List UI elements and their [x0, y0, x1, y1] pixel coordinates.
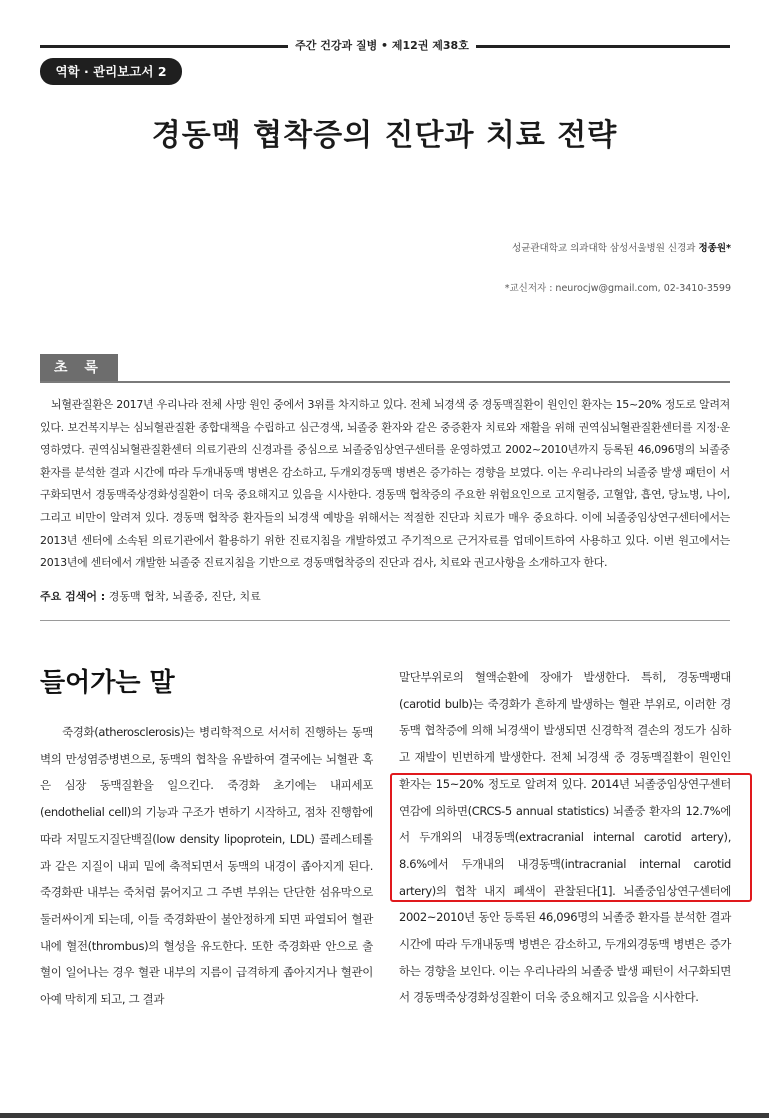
- body-left-column: 죽경화(atherosclerosis)는 병리학적으로 서서히 진행하는 동맥벽의 만성염증병변으로, 동맥의 협착을 유발하여 결국에는 뇌혈관 혹은 심장 동맥질환을 일으킨다. 죽경화 초기에는 내피세포(endothelial cell)의 기능과 구조가 변하기 시작하고, 점차 진행함에 따라 저밀도지질단백질(low density lipoprotein, LDL) 콜레스테롤과 같은 지질이 내피 밑에 축적되면서 동맥의 내경이 좁아지게 된다. 죽경화판 내부는 죽처럼 묽어지고 그 주변 부위는 단단한 섬유막으로 둘러싸이게 되는데, 이들 죽경화판이 불안정하게 되면 파열되어 혈관 내에 혈전(thrombus)의 혈성을 유도한다. 또한 죽경화판 안으로 출혈이 일어나는 경우 혈관 내부의 지름이 급격하게 좁아지거나 혈관이 아예 막히게 되고, 그 결과: [40, 725, 373, 1007]
- keywords-line: [40, 588, 261, 604]
- section-heading: 들어가는 말: [40, 668, 175, 698]
- abstract-divider: [40, 381, 730, 383]
- header-rule-left: [40, 45, 288, 48]
- footer-bar: [0, 1113, 769, 1118]
- journal-header: 주간 건강과 질병 • 제12권 제38호: [295, 39, 469, 52]
- section-badge: 역학 · 관리보고서 2: [40, 58, 182, 85]
- article-title: 경동맥 협착증의 진단과 치료 전략: [151, 118, 618, 153]
- body-right-column: 말단부위로의 혈액순환에 장애가 발생한다. 특히, 경동맥팽대(carotid bulb)는 죽경화가 흔하게 발생하는 혈관 부위로, 이러한 경동맥 협착증에 의해 뇌경색이 발생되면 신경학적 결손의 정도가 심하고 재발이 빈번하게 발생한다. 전체 뇌경색 중 경동맥질환이 원인인 환자는 15~20% 정도로 알려져 있다. 2014년 뇌졸중임상연구센터 연감에 의하면(CRCS-5 annual statistics) 뇌졸중 환자의 12.7%에서 두개외의 내경동맥(extracranial internal carotid artery), 8.6%에서 두개내의 내경동맥(intracranial internal carotid artery)의 협착 내지 폐색이 관찰된다[1]. 뇌졸중임상연구센터에 2002~2010년 동안 등록된 46,096명의 뇌졸중 환자를 분석한 결과 시간에 따라 두개내동맥 병변은 감소하고, 두개외경동맥 병변은 증가하는 경향을 보인다. 이는 우리나라의 뇌졸중 발생 패턴이 서구화되면서 경동맥죽상경화성질환이 더욱 중요해지고 있음을 시사한다.: [399, 670, 731, 1005]
- author-line: [512, 240, 731, 254]
- header-rule-right: [476, 45, 730, 48]
- keywords-label: 주요 검색어 :: [40, 590, 106, 603]
- abstract-label: 초 록: [40, 354, 118, 382]
- author-affiliation: 성균관대학교 의과대학 삼성서울병원 신경과: [512, 243, 696, 254]
- keywords-divider: [40, 620, 730, 621]
- author-name: 정종원*: [698, 243, 731, 254]
- corresponding-contact: *교신저자 : neurocjw@gmail.com, 02-3410-3599: [504, 283, 731, 294]
- keywords-value: 경동맥 협착, 뇌졸중, 진단, 치료: [108, 590, 261, 603]
- highlight-annotation-box: [390, 773, 752, 902]
- abstract-text: 뇌혈관질환은 2017년 우리나라 전체 사망 원인 중에서 3위를 차지하고 있다. 전체 뇌경색 중 경동맥질환이 원인인 환자는 15~20% 정도로 알려져 있다. 보건복지부는 심뇌혈관질환 종합대책을 수립하고 심근경색, 뇌졸중 환자와 같은 중증환자 치료와 재활을 위해 권역심뇌혈관질환센터를 지정·운영하였다. 권역심뇌혈관질환센터 의료기관의 신경과를 중심으로 뇌졸중임상연구센터를 운영하였고 2002~2010년까지 등록된 46,096명의 뇌졸중 환자를 분석한 결과 시간에 따라 두개내동맥 병변은 감소하고, 두개외경동맥 병변은 증가하는 경향을 보였다. 이는 우리나라의 뇌졸중 발생 패턴이 서구화되면서 경동맥죽상경화성질환이 더욱 중요해지고 있음을 시사한다. 경동맥 협착증의 주요한 위험요인으로 고지혈증, 고혈압, 흡연, 당뇨병, 나이, 그리고 비만이 알려져 있다. 경동맥 협착증 환자들의 뇌경색 예방을 위해서는 적절한 진단과 치료가 매우 중요하다. 이에 뇌졸중임상연구센터에서는 2013년 센터에 소속된 의료기관에서 활용하기 위한 진료지침을 개발하였고 주기적으로 근거자료를 업데이트하여 사용하고 있다. 이번 원고에서는 2013년에 센터에서 개발한 뇌졸중 진료지침을 기반으로 경동맥협착증의 진단과 검사, 치료와 권고사항을 소개하고자 한다.: [40, 398, 730, 570]
